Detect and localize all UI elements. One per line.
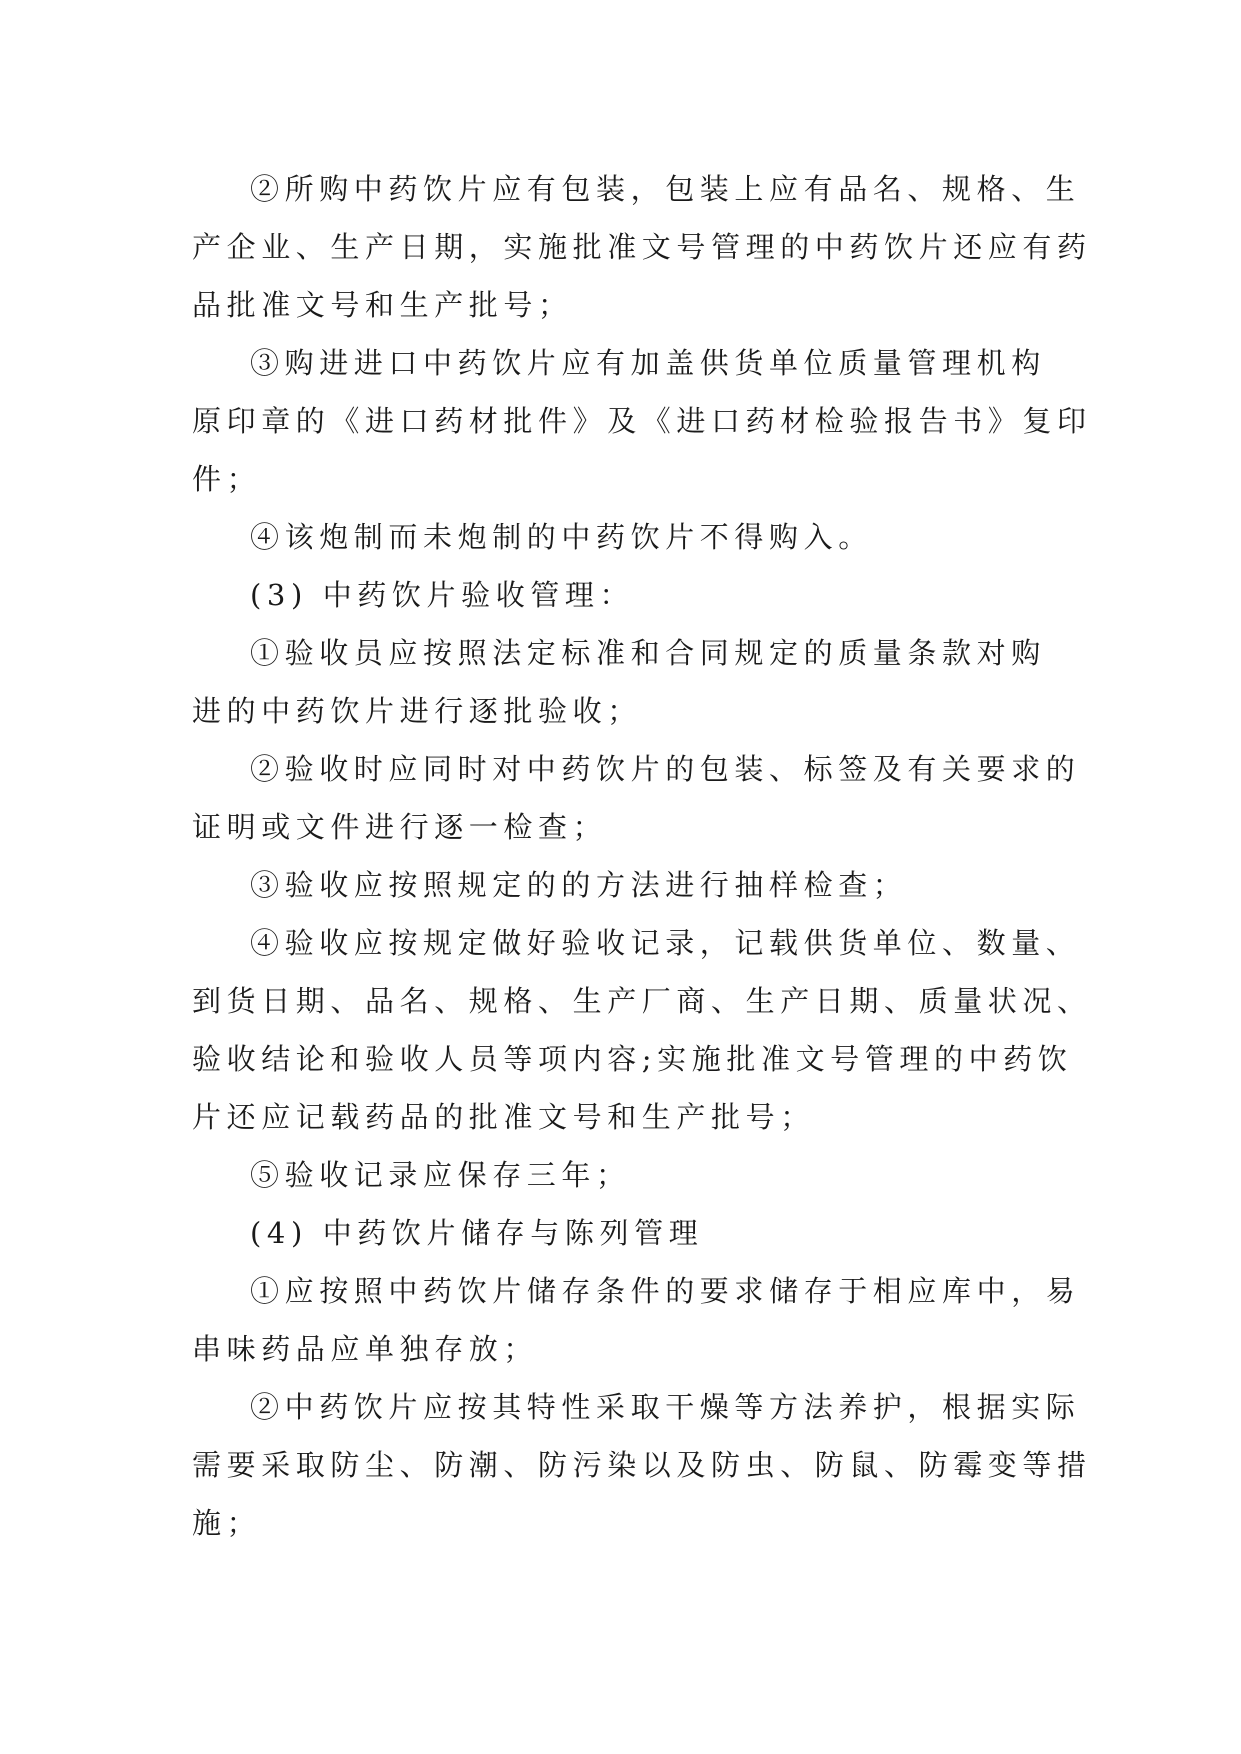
section-heading-4: (4) 中药饮片储存与陈列管理 (250, 1216, 704, 1250)
body-text (192, 160, 1092, 1552)
text-line-12: 证明或文件进行逐一检查； (192, 810, 608, 844)
text-line-5: 原印章的《进口药材批件》及《进口药材检验报告书》复印 (192, 404, 1092, 438)
text-line-6: 件； (192, 462, 262, 496)
text-line-20: ①应按照中药饮片储存条件的要求储存于相应库中，易 (250, 1274, 1081, 1308)
text-line-24: 施； (192, 1506, 262, 1540)
text-line-21: 串味药品应单独存放； (192, 1332, 539, 1366)
text-line-17: 片还应记载药品的批准文号和生产批号； (192, 1100, 815, 1134)
text-line-3: 品批准文号和生产批号； (192, 288, 573, 322)
text-line-9: ①验收员应按照法定标准和合同规定的质量条款对购 (250, 636, 1046, 670)
text-line-15: 到货日期、品名、规格、生产厂商、生产日期、质量状况、 (192, 984, 1092, 1018)
text-line-13: ③验收应按照规定的的方法进行抽样检查； (250, 868, 908, 902)
text-line-16: 验收结论和验收人员等项内容;实施批准文号管理的中药饮 (192, 1042, 1073, 1076)
text-line-18: ⑤验收记录应保存三年； (250, 1158, 631, 1192)
text-line-4: ③购进进口中药饮片应有加盖供货单位质量管理机构 (250, 346, 1046, 380)
text-line-14: ④验收应按规定做好验收记录，记载供货单位、数量、 (250, 926, 1081, 960)
text-line-23: 需要采取防尘、防潮、防污染以及防虫、防鼠、防霉变等措 (192, 1448, 1092, 1482)
text-line-11: ②验收时应同时对中药饮片的包装、标签及有关要求的 (250, 752, 1081, 786)
text-line-22: ②中药饮片应按其特性采取干燥等方法养护，根据实际 (250, 1390, 1081, 1424)
section-heading-3: (3) 中药饮片验收管理： (250, 578, 635, 612)
text-line-7: ④该炮制而未炮制的中药饮片不得购入。 (250, 520, 873, 554)
text-line-2: 产企业、生产日期，实施批准文号管理的中药饮片还应有药 (192, 230, 1092, 264)
text-line-10: 进的中药饮片进行逐批验收； (192, 694, 642, 728)
text-line-1: ②所购中药饮片应有包装，包装上应有品名、规格、生 (250, 172, 1081, 206)
